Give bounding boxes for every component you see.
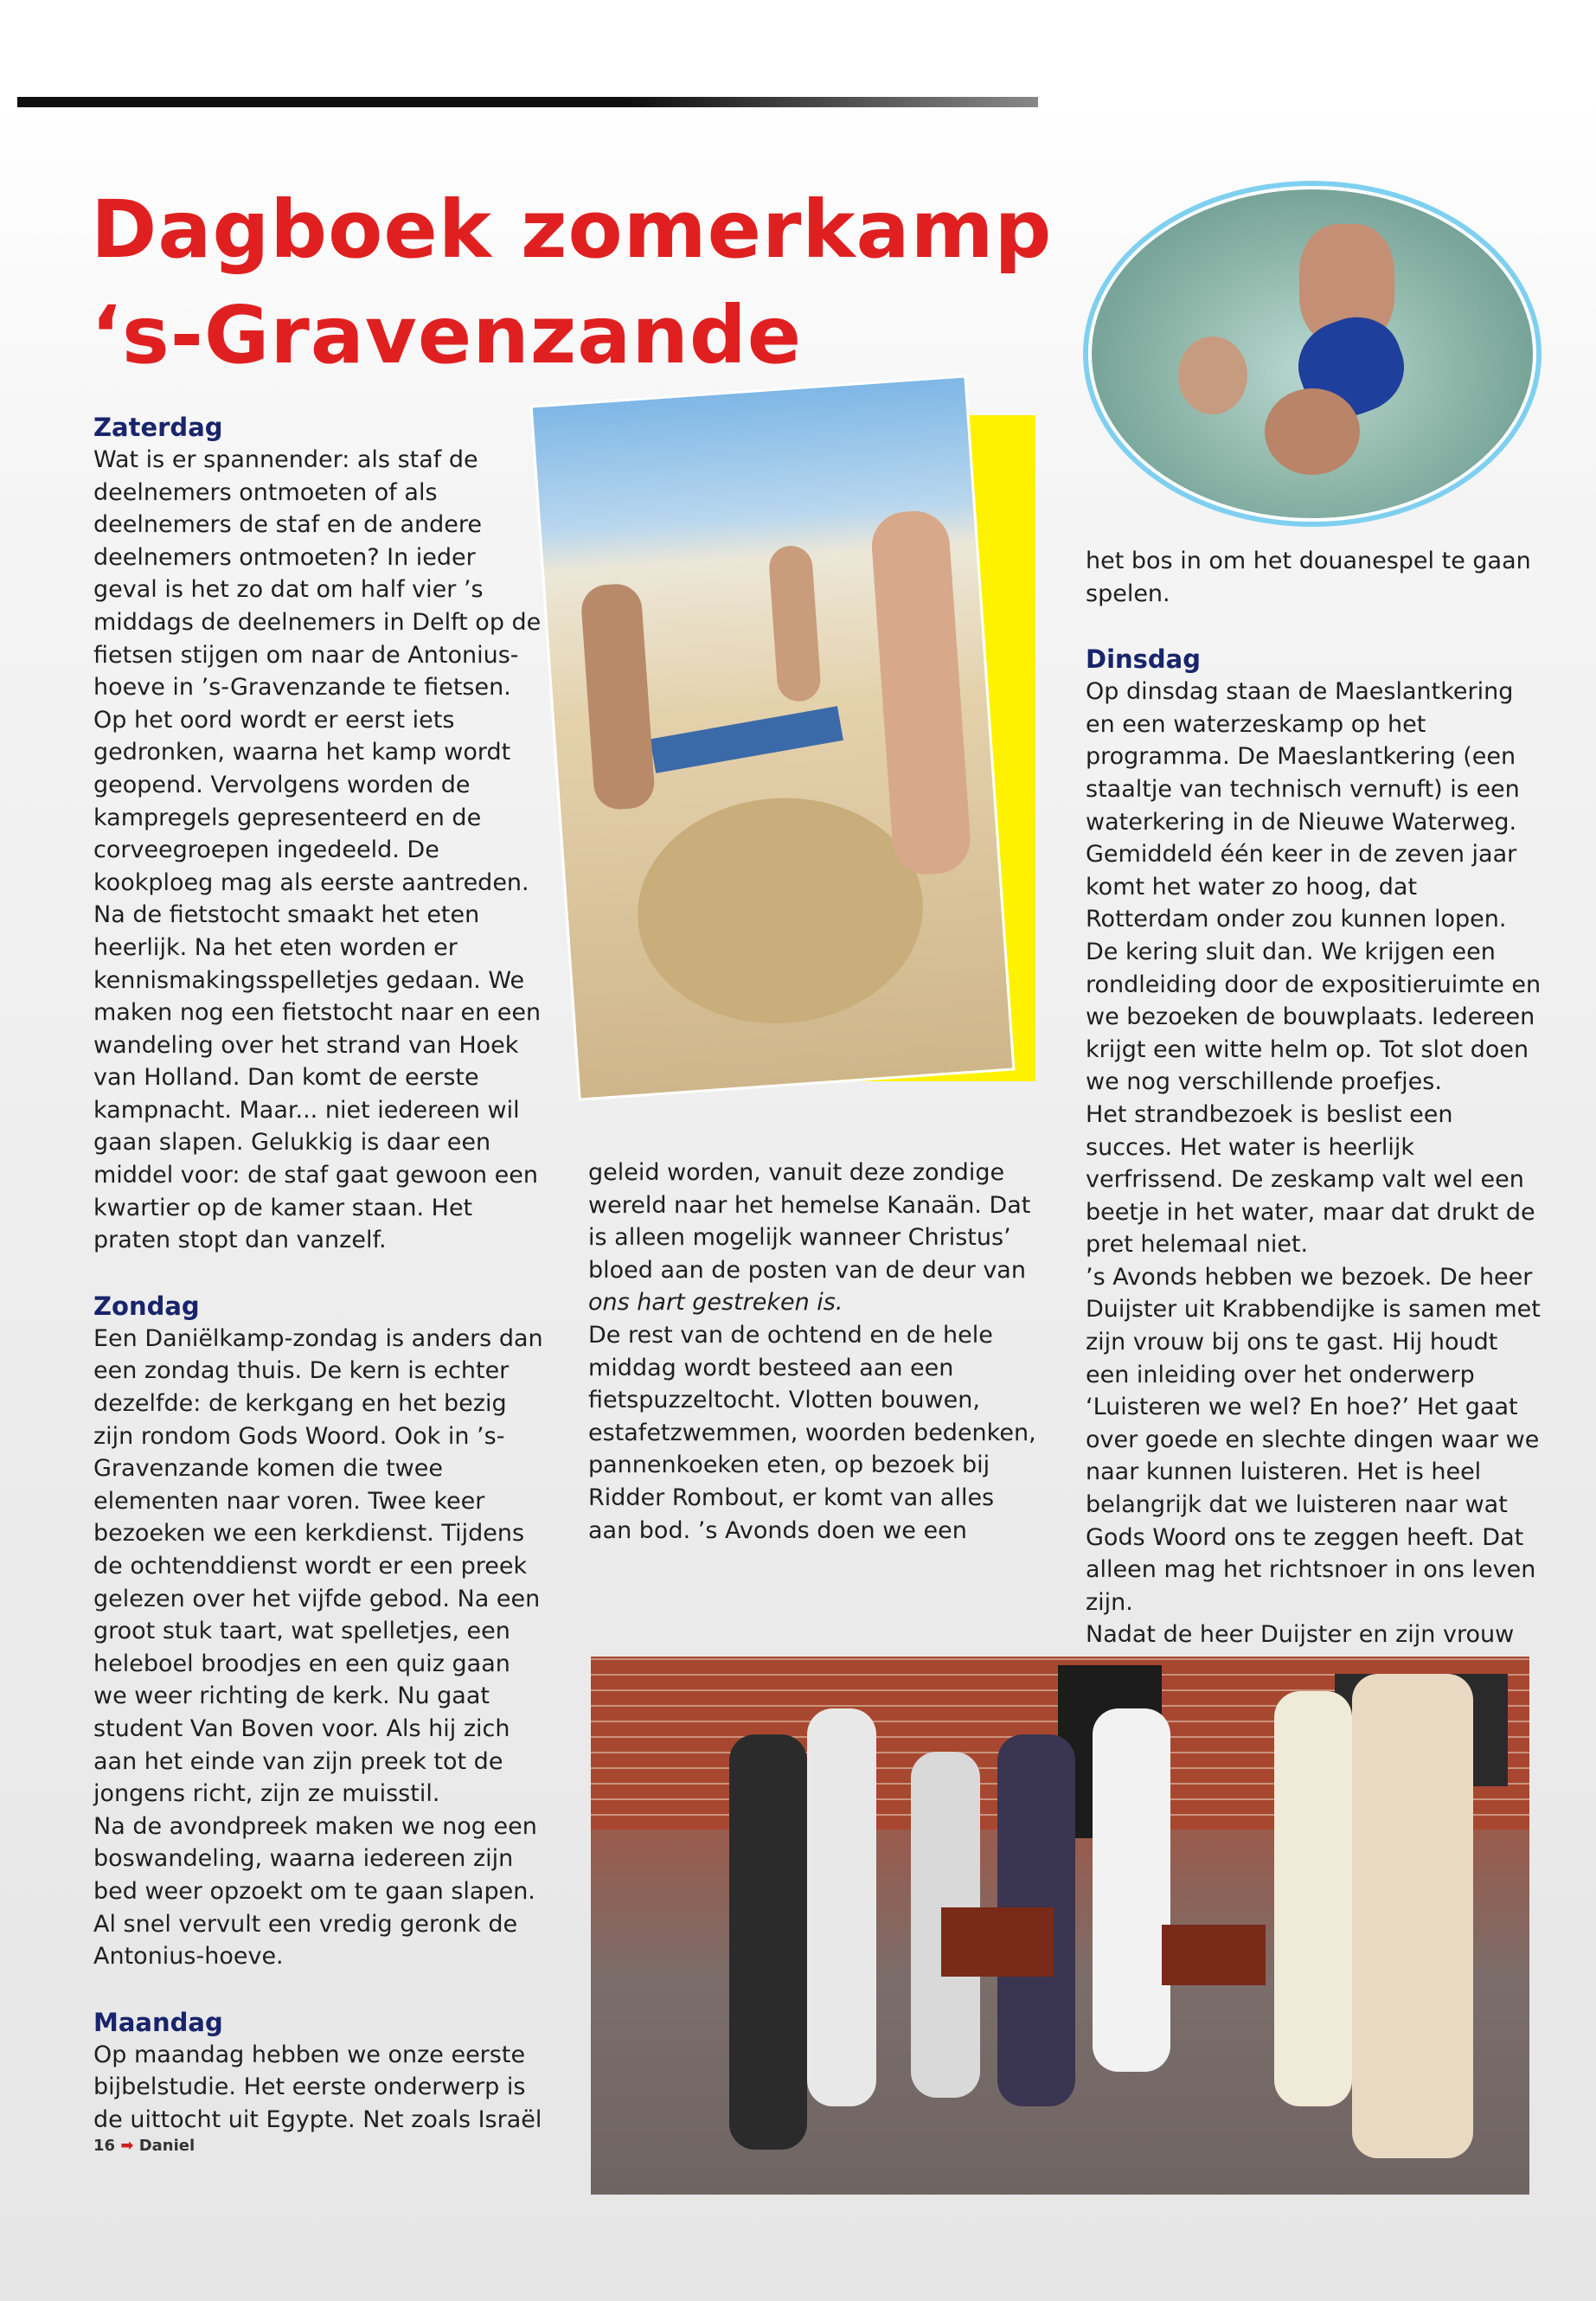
article-column-1 bbox=[93, 411, 543, 2136]
paragraph: Op het oord wordt er eerst iets gedronken, waarna het kamp wordt geopend. Vervolgens worden de kampregels gepresenteerd en de corveegroepen ingedeeld. De kookploeg mag als eerste aantreden. Na de fietstocht smaakt het eten heerlijk. Na het eten worden er kennismakingsspelletjes gedaan. We maken nog een fietstocht naar en een wandeling over het strand van Hoek van Holland. Dan komt de eerste kampnacht. Maar... niet iedereen wil gaan slapen. Gelukkig is daar een middel voor: de staf gaat gewoon een kwartier op de kamer staan. Het praten stopt dan vanzelf. bbox=[93, 706, 542, 1254]
heading-maandag: Maandag bbox=[93, 2007, 223, 2037]
sand-castle bbox=[630, 789, 930, 1033]
heading-zaterdag: Zaterdag bbox=[93, 413, 223, 442]
paragraph: Het strandbezoek is beslist een succes. Het water is heerlijk verfrissend. De zeskamp valt wel een beetje in het water, maar dat drukt de pret helemaal niet. bbox=[1086, 1100, 1535, 1259]
swimming-photo bbox=[1088, 186, 1536, 522]
barbecue-grill bbox=[941, 1907, 1054, 1977]
paragraph: Op maandag hebben we onze eerste bijbelstudie. Het eerste onderwerp is de uittocht uit Egypte. Net zoals Israël bbox=[93, 2041, 542, 2133]
page-footer bbox=[93, 2137, 195, 2155]
paragraph: De rest van de ochtend en de hele middag wordt besteed aan een fietspuzzeltocht. Vlotten bouwen, estafetzwemmen, woorden bedenken, pannenkoeken eten, op bezoek bij Ridder Rombout, er komt van alles aan bod. ’s Avonds doen we een bbox=[588, 1321, 1036, 1544]
magazine-name: Daniel bbox=[138, 2137, 195, 2155]
article-column-2 bbox=[588, 1157, 1038, 1548]
barbecue-grill bbox=[1162, 1925, 1266, 1985]
title-line-2: ‘s-Gravenzande bbox=[91, 289, 803, 381]
boy-figure bbox=[1093, 1708, 1170, 2072]
arrow-icon: ➡ bbox=[120, 2137, 134, 2155]
boy-figure bbox=[729, 1734, 807, 2150]
child-figure bbox=[768, 544, 822, 702]
article-column-3 bbox=[1086, 545, 1544, 1651]
swimmer-figure bbox=[1265, 388, 1360, 475]
paragraph: Op dinsdag staan de Maeslantkering en een waterzeskamp op het programma. De Maeslantkering (een staaltje van technisch vernuft) is een waterkering in de Nieuwe Waterweg. Gemiddeld één keer in de zeven jaar komt het water zo hoog, dat Rotterdam onder zou kunnen lopen. De kering sluit dan. We krijgen een rondleiding door de expositieruimte en we bezoeken de bouwplaats. Iedereen krijgt een witte helm op. Tot slot doen we nog verschillende proefjes. bbox=[1086, 678, 1542, 1096]
heading-dinsdag: Dinsdag bbox=[1086, 644, 1202, 675]
paragraph: geleid worden, vanuit deze zondige wereld naar het hemelse Kanaän. Dat is alleen mogelijk wanneer Christus’ bloed aan de posten van de deur van ons hart gestreken is. bbox=[588, 1159, 1031, 1317]
boy-figure bbox=[580, 582, 656, 811]
beach-blanket bbox=[650, 706, 843, 773]
top-rule bbox=[17, 97, 1038, 107]
boy-figure bbox=[807, 1708, 876, 2106]
paragraph: het bos in om het douanespel te gaan spelen. bbox=[1086, 548, 1531, 607]
paragraph: Na de avondpreek maken we nog een boswandeling, waarna iedereen zijn bed weer opzoekt om te gaan slapen. Al snel vervult een vredig geronk de Antonius-hoeve. bbox=[93, 1812, 537, 1971]
page-number: 16 bbox=[93, 2137, 116, 2155]
paragraph: Een Daniëlkamp-zondag is anders dan een zondag thuis. De kern is echter dezelfde: de kerkgang en het bezig zijn rondom Gods Woord. Ook in ’s-Gravenzande komen die twee elementen naar voren. Twee keer bezoeken we een kerkdienst. Tijdens de ochtenddienst wordt er een preek gelezen over het vijfde gebod. Na een groot stuk taart, wat spelletjes, een heleboel broodjes en een quiz gaan we weer richting de kerk. Nu gaat student Van Boven voor. Als hij zich aan het einde van zijn preek tot de jongens richt, zijn ze muisstil. bbox=[93, 1324, 543, 1808]
boy-figure bbox=[869, 509, 972, 876]
paragraph: ’s Avonds hebben we bezoek. De heer Duijster uit Krabbendijke is samen met zijn vrouw bij ons te gast. Hij houdt een inleiding over het onderwerp ‘Luisteren we wel? En hoe?’ Het gaat over goede en slechte dingen waar we naar kunnen luisteren. Het is heel belangrijk dat we luisteren naar wat Gods Woord ons te zeggen heeft. Dat alleen mag het richtsnoer in ons leven zijn. bbox=[1086, 1263, 1541, 1616]
paragraph: Wat is er spannender: als staf de deelnemers ontmoeten of als deelnemers de staf en de andere deelnemers ontmoeten? In ieder geval is het zo dat om half vier ’s middags de deelnemers in Delft op de fietsen stijgen om naar de Antonius-hoeve in ’s-Gravenzande te fietsen. bbox=[93, 446, 542, 702]
swimmer-figure bbox=[1178, 336, 1247, 414]
paragraph: Nadat de heer Duijster en zijn vrouw bbox=[1086, 1621, 1515, 1649]
barbecue-photo bbox=[591, 1657, 1529, 2195]
page-title bbox=[91, 177, 1052, 388]
boy-figure bbox=[1352, 1674, 1473, 2158]
heading-zondag: Zondag bbox=[93, 1291, 200, 1321]
boy-figure bbox=[1274, 1691, 1352, 2106]
beach-photo bbox=[530, 375, 1016, 1100]
title-line-1: Dagboek zomerkamp bbox=[91, 183, 1053, 276]
